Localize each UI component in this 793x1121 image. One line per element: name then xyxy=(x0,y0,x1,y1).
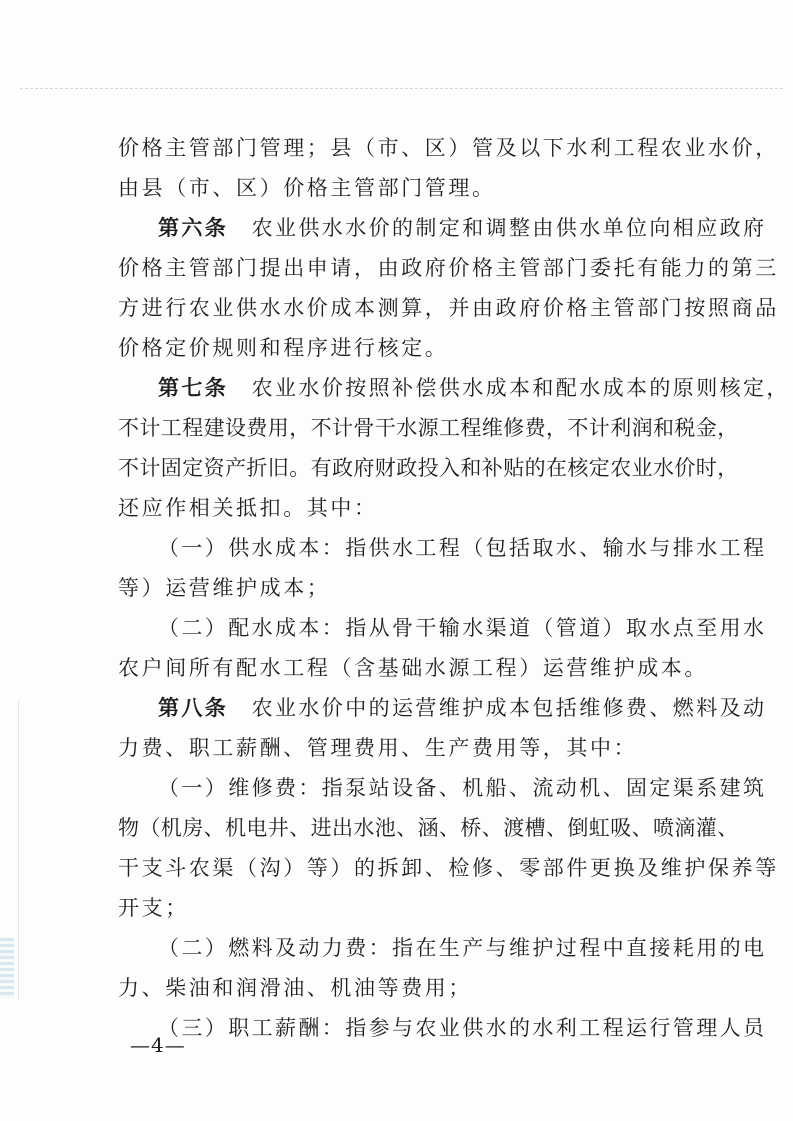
article-6-line xyxy=(0,210,793,246)
article-8-heading: 第八条 xyxy=(158,696,229,720)
article-7-text: 农业水价按照补偿供水成本和配水成本的原则核定， xyxy=(228,376,790,400)
text-line: 还应作相关抵扣。其中： xyxy=(118,496,378,520)
text-line: （一）供水成本：指供水工程（包括取水、输水与排水工程 xyxy=(158,536,767,560)
text-line: 干支斗农渠（沟）等）的拆卸、检修、零部件更换及维护保养等 xyxy=(118,856,779,880)
page-top-divider xyxy=(20,88,783,89)
text-line: （二）燃料及动力费：指在生产与维护过程中直接耗用的电 xyxy=(158,936,767,960)
article-6-text: 农业供水水价的制定和调整由供水单位向相应政府 xyxy=(228,216,767,240)
text-line: （二）配水成本：指从骨干输水渠道（管道）取水点至用水 xyxy=(158,616,767,640)
text-line: （三）职工薪酬：指参与农业供水的水利工程运行管理人员 xyxy=(158,1016,767,1040)
text-line: （一）维修费：指泵站设备、机船、流动机、固定渠系建筑 xyxy=(158,776,767,800)
article-8-text: 农业水价中的运营维护成本包括维修费、燃料及动 xyxy=(228,696,767,720)
text-line: 物（机房、机电井、进出水池、涵、桥、渡槽、倒虹吸、喷滴灌、 xyxy=(118,816,739,840)
text-line: 由县（市、区）价格主管部门管理。 xyxy=(118,176,496,200)
article-7-heading: 第七条 xyxy=(158,376,229,400)
text-line: 价格主管部门提出申请，由政府价格主管部门委托有能力的第三 xyxy=(118,256,779,280)
text-line: 不计固定资产折旧。有政府财政投入和补贴的在核定农业水价时， xyxy=(118,456,739,480)
text-line: 方进行农业供水水价成本测算，并由政府价格主管部门按照商品 xyxy=(118,296,779,320)
article-8-line xyxy=(0,690,793,726)
text-line: 开支； xyxy=(118,896,189,920)
text-line: 价格主管部门管理；县（市、区）管及以下水利工程农业水价， xyxy=(118,136,779,160)
text-line: 不计工程建设费用，不计骨干水源工程维修费，不计利润和税金， xyxy=(118,416,739,440)
text-line: 等）运营维护成本； xyxy=(118,576,331,600)
text-line: 力、柴油和润滑油、机油等费用； xyxy=(118,976,472,1000)
text-line: 价格定价规则和程序进行核定。 xyxy=(118,336,449,360)
text-line: 力费、职工薪酬、管理费用、生产费用等，其中： xyxy=(118,736,638,760)
article-6-heading: 第六条 xyxy=(158,216,229,240)
article-7-line xyxy=(0,370,793,406)
page-number: —4— xyxy=(130,1033,186,1057)
text-line: 农户间所有配水工程（含基础水源工程）运营维护成本。 xyxy=(118,656,708,680)
